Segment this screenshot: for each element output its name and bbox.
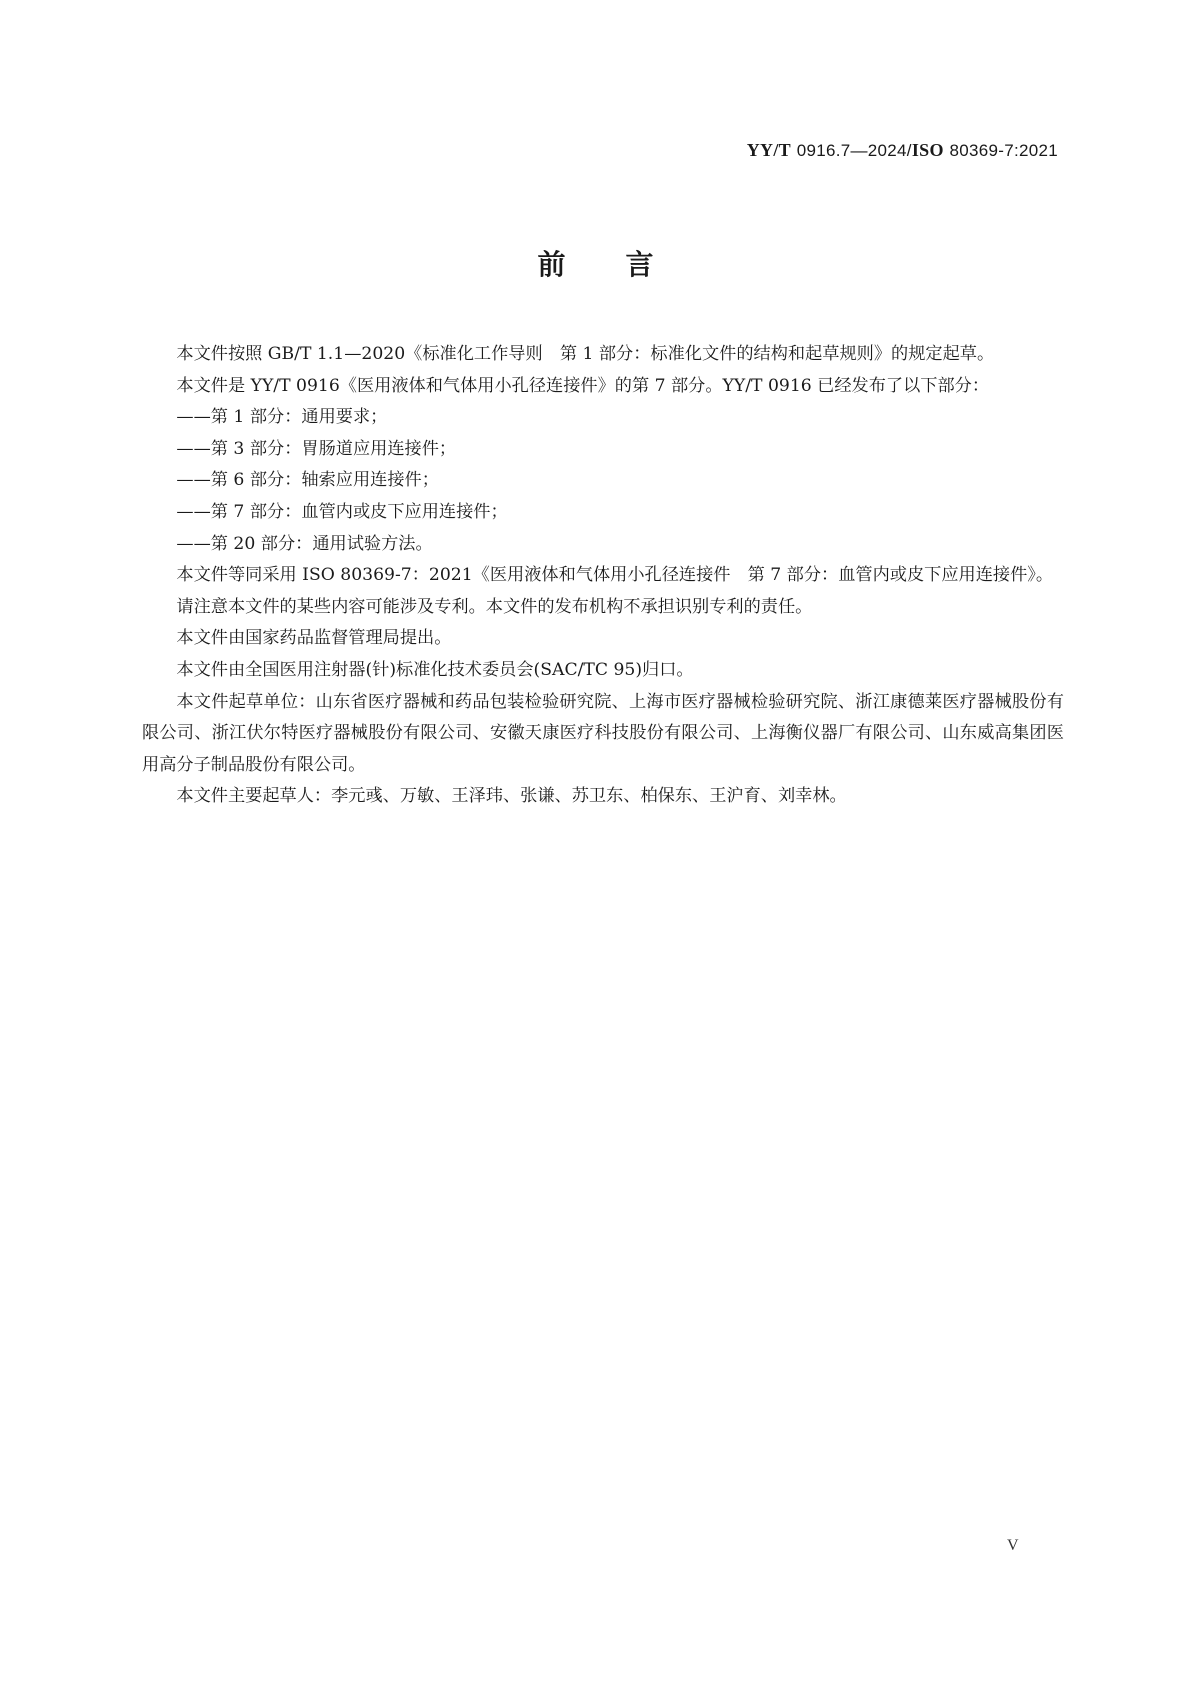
list-item: ——第 1 部分：通用要求； (176, 407, 388, 428)
iso-number: 80369-7:2021 (949, 141, 1058, 160)
title-char-1: 前 (537, 248, 566, 281)
paragraph-drafting-units: 本文件起草单位：山东省医疗器械和药品包装检验研究院、上海市医疗器械检验研究院、浙江康德莱医疗器械股份有限公司、浙江伏尔特医疗器械股份有限公司、安徽天康医疗科技股份有限公司、上海衡仪器厂有限公司、山东威高集团医用高分子制品股份有限公司。 (142, 691, 1064, 775)
paragraph-drafters: 本文件主要起草人：李元彧、万敏、王泽玮、张谦、苏卫东、柏保东、王沪育、刘幸林。 (176, 786, 847, 807)
paragraph-proposed-by: 本文件由国家药品监督管理局提出。 (176, 628, 452, 649)
paragraph-iso-adoption: 本文件等同采用 ISO 80369-7：2021《医用液体和气体用小孔径连接件 第 7 部分：血管内或皮下应用连接件》。 (176, 565, 1054, 586)
paragraph-under-jurisdiction: 本文件由全国医用注射器(针)标准化技术委员会(SAC/TC 95)归口。 (176, 659, 694, 680)
list-item: ——第 6 部分：轴索应用连接件； (176, 470, 439, 491)
list-item: ——第 3 部分：胃肠道应用连接件； (176, 438, 457, 459)
standard-prefix: YY/T (746, 140, 791, 160)
list-item: ——第 7 部分：血管内或皮下应用连接件； (176, 501, 508, 522)
iso-prefix: ISO (911, 140, 944, 160)
foreword-body (142, 339, 1064, 813)
standard-number: 0916.7—2024/ (796, 141, 912, 160)
standard-code-header (747, 140, 1058, 161)
page-title (0, 243, 1191, 283)
page-number: V (1007, 1537, 1019, 1554)
paragraph-series-intro: 本文件是 YY/T 0916《医用液体和气体用小孔径连接件》的第 7 部分。YY/T 0916 已经发布了以下部分： (176, 375, 990, 396)
paragraph-patent-notice: 请注意本文件的某些内容可能涉及专利。本文件的发布机构不承担识别专利的责任。 (176, 596, 813, 617)
paragraph-drafting-rules: 本文件按照 GB/T 1.1—2020《标准化工作导则 第 1 部分：标准化文件的结构和起草规则》的规定起草。 (176, 344, 995, 364)
list-item: ——第 20 部分：通用试验方法。 (176, 533, 433, 554)
title-char-2: 言 (625, 248, 654, 281)
